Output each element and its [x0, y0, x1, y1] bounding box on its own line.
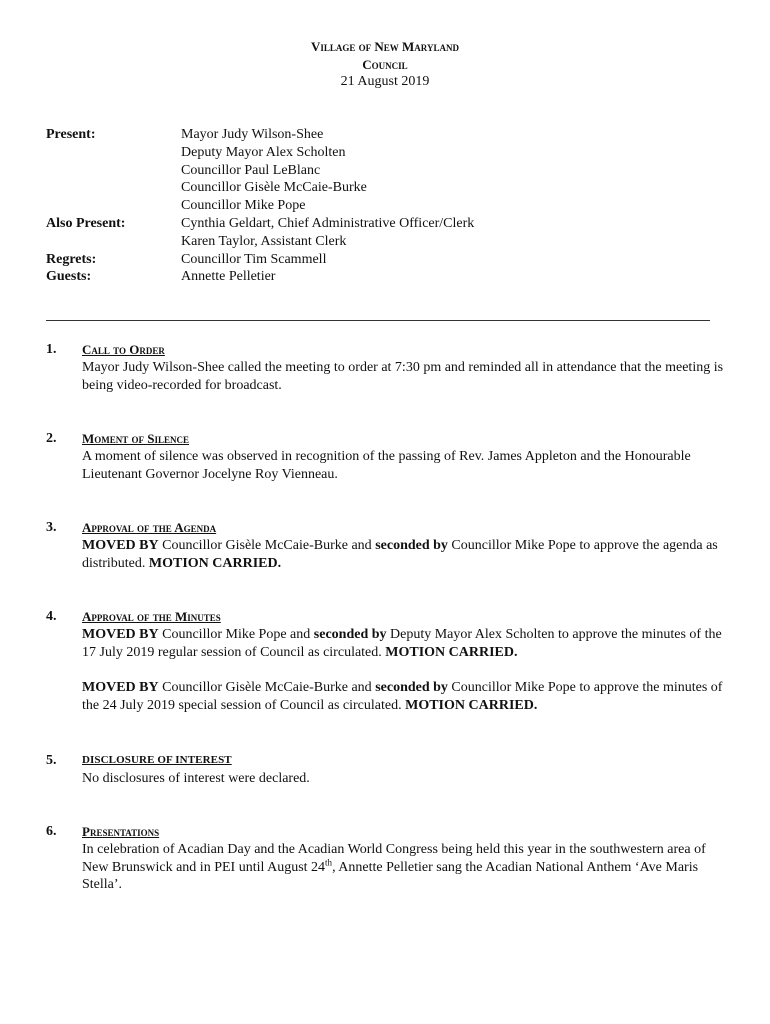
also-present-name: Cynthia Geldart, Chief Administrative Officer/Clerk — [181, 215, 475, 231]
also-present-name: Karen Taylor, Assistant Clerk — [181, 233, 347, 249]
seconded-by-label: seconded by — [313, 626, 387, 642]
regrets-name: Councillor Tim Scammell — [181, 251, 327, 267]
motion-result: MOTION CARRIED. — [148, 555, 282, 571]
present-name: Councillor Paul LeBlanc — [181, 162, 321, 178]
motion-result: MOTION CARRIED. — [385, 644, 518, 660]
attendance-block — [46, 126, 726, 286]
item-number: 6. — [46, 824, 57, 839]
motion-text — [82, 626, 724, 662]
ordinal-suffix: th — [325, 856, 333, 867]
item-text: Mayor Judy Wilson-Shee called the meeting to order at 7:30 pm and reminded all in attendance that the meeting is being video-recorded for broadcast. — [82, 359, 724, 393]
item-text — [82, 841, 724, 894]
presentation-text: In celebration of Acadian Day and the Acadian World Congress being held this year in the southwestern area of New Brunswick and in PEI until August 24 — [82, 841, 706, 875]
guests-label: Guests: — [46, 269, 92, 285]
item-number: 1. — [46, 342, 57, 357]
item-number: 4. — [46, 609, 57, 624]
regrets-label: Regrets: — [46, 251, 97, 267]
moved-by-label: MOVED BY — [82, 680, 159, 696]
document-header — [0, 38, 770, 91]
meeting-date: 21 August 2019 — [340, 74, 430, 89]
present-name: Councillor Gisèle McCaie-Burke — [181, 180, 367, 196]
item-number: 3. — [46, 520, 57, 535]
council-label: Council — [362, 56, 408, 72]
present-name: Councillor Mike Pope — [181, 198, 306, 214]
mover: Councillor Gisèle McCaie-Burke and — [158, 680, 376, 696]
item-number: 5. — [46, 753, 57, 768]
item-title: Approval of the Agenda — [82, 520, 217, 535]
guest-name: Annette Pelletier — [181, 269, 276, 285]
motion-text — [82, 537, 724, 573]
also-present-label: Also Present: — [46, 215, 126, 231]
motion-body: Councillor Mike Pope to approve the agenda as distributed. — [82, 537, 718, 571]
moved-by-label: MOVED BY — [82, 626, 159, 642]
item-text: No disclosures of interest were declared. — [82, 770, 310, 786]
mover: Councillor Gisèle McCaie-Burke and — [158, 537, 376, 553]
item-number: 2. — [46, 431, 57, 446]
item-text: A moment of silence was observed in recognition of the passing of Rev. James Appleton and the Honourable Lieutenant Governor Jocelyne Roy Vienneau. — [82, 448, 691, 482]
present-name: Deputy Mayor Alex Scholten — [181, 144, 346, 160]
moved-by-label: MOVED BY — [82, 537, 159, 553]
section-divider — [46, 320, 710, 321]
present-name: Mayor Judy Wilson-Shee — [181, 127, 324, 142]
item-title: Call to Order — [82, 342, 165, 357]
motion-text — [82, 679, 724, 715]
organization-name: Village of New Maryland — [311, 39, 459, 54]
seconded-by-label: seconded by — [375, 537, 448, 553]
motion-body: Deputy Mayor Alex Scholten to approve the minutes of the 17 July 2019 regular session of Council as circulated. — [82, 626, 722, 660]
seconded-by-label: seconded by — [375, 680, 448, 696]
item-title: DISCLOSURE OF INTEREST — [82, 754, 232, 766]
item-title: Moment of Silence — [82, 431, 190, 446]
motion-result: MOTION CARRIED. — [405, 697, 538, 713]
item-title: Presentations — [82, 824, 160, 839]
mover: Councillor Mike Pope and — [158, 626, 314, 642]
item-title: Approval of the Minutes — [82, 609, 221, 624]
present-label: Present: — [46, 127, 96, 142]
motion-body: Councillor Mike Pope to approve the minutes of the 24 July 2019 special session of Council as circulated. — [82, 680, 723, 713]
presentation-text-end: , Annette Pelletier sang the Acadian National Anthem ‘Ave Maris Stella’. — [82, 859, 699, 893]
